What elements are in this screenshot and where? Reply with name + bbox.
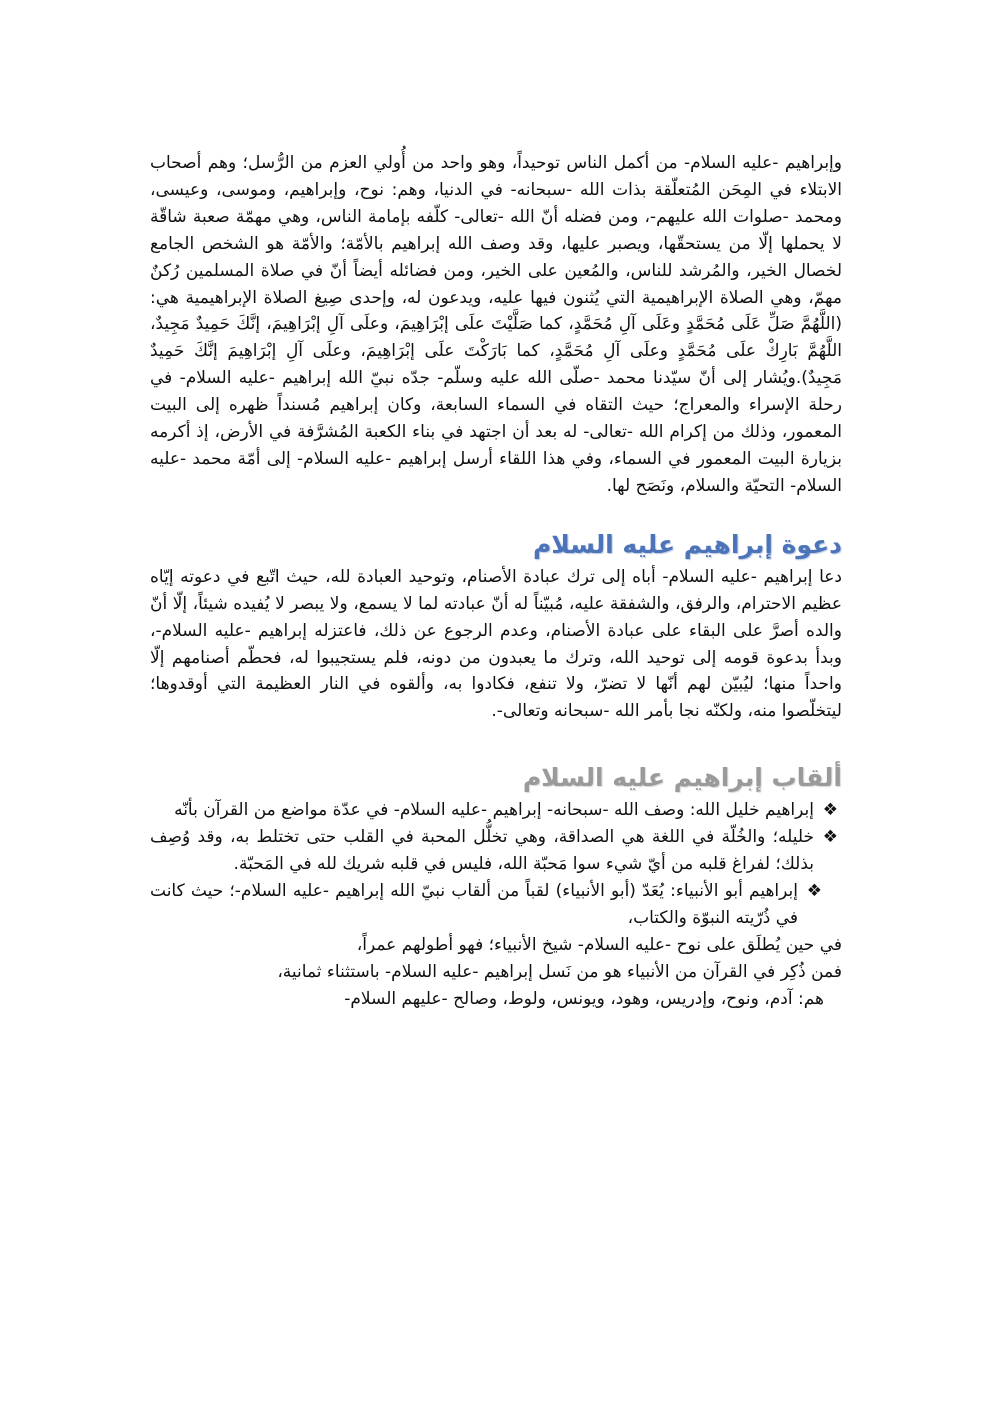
section-heading-call: دعوة إبراهيم عليه السلام	[532, 529, 842, 559]
list-item-text: إبراهيم خليل الله: وصف الله -سبحانه- إبراهيم -عليه السلام- في عدّة مواضع من القرآن بأنّه	[174, 800, 814, 821]
list-item	[150, 797, 842, 824]
list-item	[150, 878, 842, 932]
trailing-line: في حين يُطلَق على نوح -عليه السلام- شيخ الأنبياء؛ فهو أطولهم عمراً،	[356, 934, 842, 955]
diamond-bullet-icon: ❖	[822, 800, 838, 821]
list-item-text: خليله؛ والخُلّة في اللغة هي الصداقة، وهي تخلُّل المحبة في القلب حتى تختلط به، وقد وُصِف بذلك؛ لفراغ قلبه من أيّ شيء سوا مَحبّة الله، فليس في قلبه شريك لله في المَحبّة.	[150, 827, 814, 875]
trailing-line: هم: آدم، ونوح، وإدريس، وهود، ويونس، ولوط، وصالح -عليهم السلام-	[344, 988, 824, 1009]
titles-list	[150, 797, 842, 932]
trailing-line: فمن ذُكِر في القرآن من الأنبياء هو من نَسل إبراهيم -عليه السلام- باستثناء ثمانية،	[277, 961, 842, 982]
diamond-bullet-icon: ❖	[806, 880, 822, 901]
intro-paragraph: وإبراهيم -عليه السلام- من أكمل الناس توحيداً، وهو واحد من أُولي العزم من الرُّسل؛ وهم أصحاب الابتلاء في المِحَن المُتعلّقة بذات الله -سبحانه- في الدنيا، وهم: نوح، وإبراهيم، وموسى، وعيسى، ومحمد -صلوات الله عليهم-، ومن فضله أنّ الله -تعالى- كلّفه بإمامة الناس، وهي مهمّة صعبة شاقّة لا يحملها إلّا من يستحقّها، ويصبر عليها، وقد وصف الله إبراهيم بالأمّة؛ والأمّة هو الشخص الجامع لخصال الخير، والمُرشد للناس، والمُعين على الخير، ومن فضائله أيضاً أنّ في صلاة المسلمين رُكنٌ مهمّ، وهي الصلاة الإبراهيمية التي يُثنون فيها عليه، ويدعون له، وإحدى صِيغ الصلاة الإبراهيمية هي: (اللَّهُمَّ صَلِّ عَلَى مُحَمَّدٍ وعَلَى آلِ مُحَمَّدٍ، كما صَلَّيْتَ علَى إبْرَاهِيمَ، وعلَى آلِ إبْرَاهِيمَ، إنَّكَ حَمِيدٌ مَجِيدٌ، اللَّهُمَّ بَارِكْ علَى مُحَمَّدٍ وعلَى آلِ مُحَمَّدٍ، كما بَارَكْتَ علَى إبْرَاهِيمَ، وعلَى آلِ إبْرَاهِيمَ إنَّكَ حَمِيدٌ مَجِيدٌ).ويُشار إلى أنّ سيّدنا محمد -صلّى الله عليه وسلّم- جدّه نبيّ الله إبراهيم -عليه السلام- في رحلة الإسراء والمعراج؛ حيث التقاه في السماء السابعة، وكان إبراهيم مُسنداً ظهره إلى البيت المعمور، وذلك من إكرام الله -تعالى- له بعد أن اجتهد في بناء الكعبة المُشرَّفة في الأرض، إذ أكرمه بزيارة البيت المعمور في السماء، وفي هذا اللقاء أرسل إبراهيم -عليه السلام- إلى أمّة محمد -عليه السلام- التحيّة والسلام، ونَصَح لها.	[150, 153, 842, 496]
section-heading-titles: ألقاب إبراهيم عليه السلام	[522, 763, 842, 793]
diamond-bullet-icon: ❖	[822, 827, 838, 848]
call-paragraph: دعا إبراهيم -عليه السلام- أباه إلى ترك عبادة الأصنام، وتوحيد العبادة لله، حيث اتّبع في دعوته إيّاه عظيم الاحترام، والرفق، والشفقة عليه، مُبيّناً له أنّ عبادته لما لا يسمع، ولا يبصر لا يُفيده شيئاً، إلّا أنّ والده أصرَّ على البقاء على عبادة الأصنام، وعدم الرجوع عن ذلك، فاعتزله إبراهيم -عليه السلام-، وبدأ بدعوة قومه إلى توحيد الله، وترك ما يعبدون من دونه، فلم يستجيبوا له، فحطّم أصنامهم إلّا واحداً منها؛ ليُبيّن لهم أنّها لا تضرّ، ولا تنفع، فكادوا به، وألقوه في النار العظيمة التي أوقدوها؛ ليتخلّصوا منه، ولكنّه نجا بأمر الله -سبحانه وتعالى-.	[150, 566, 842, 722]
trailing-text	[150, 932, 842, 1013]
document-page	[150, 150, 842, 1012]
list-item-text: إبراهيم أبو الأنبياء: يُعَدّ (أبو الأنبياء) لقباً من ألقاب نبيّ الله إبراهيم -عليه السلام-؛ حيث كانت في ذُرّيته النبوّة والكتاب،	[150, 880, 798, 928]
list-item	[150, 824, 842, 878]
